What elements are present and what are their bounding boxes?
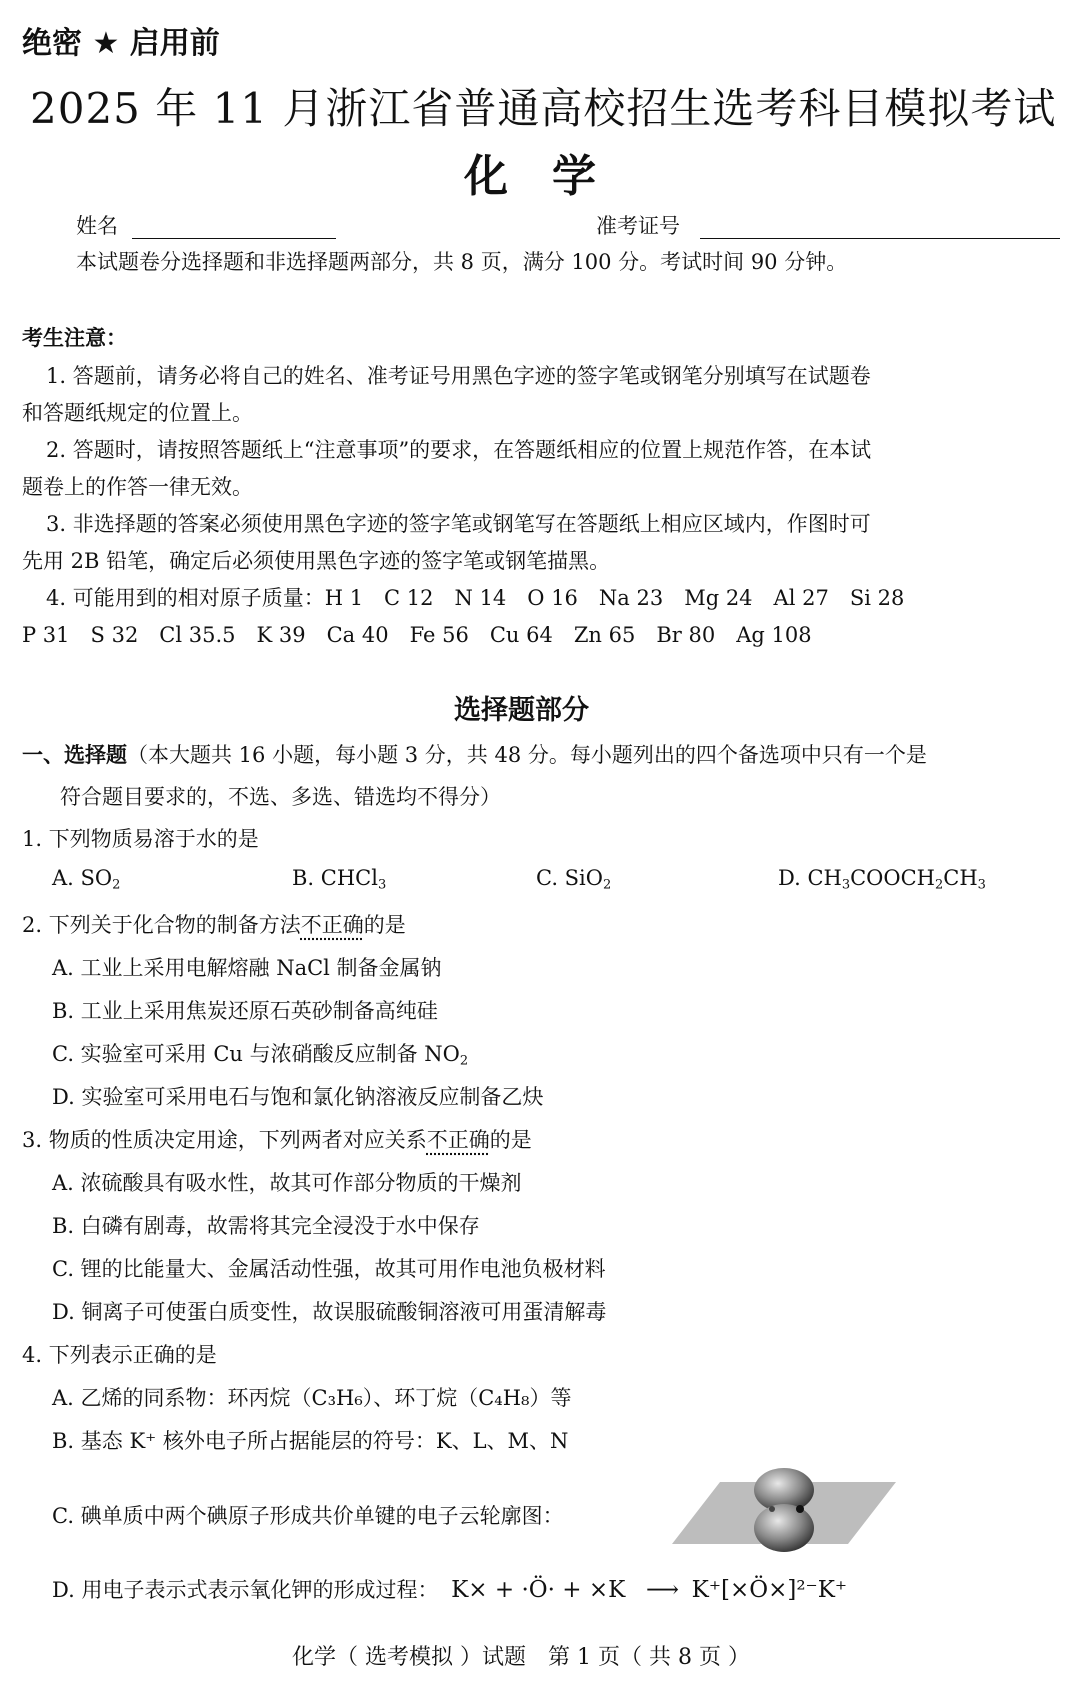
- part-desc: （本大题共 16 小题，每小题 3 分，共 48 分。每小题列出的四个备选项中只有一个是: [127, 743, 927, 767]
- q3-option-c: C. 锂的比能量大、金属活动性强，故其可用作电池负极材料: [52, 1257, 606, 1281]
- exam-intro: 本试题卷分选择题和非选择题两部分，共 8 页，满分 100 分。考试时间 90 分钟。: [76, 250, 848, 274]
- q2-option-d: D. 实验室可采用电石与饱和氯化钠溶液反应制备乙炔: [52, 1085, 544, 1109]
- reaction-arrow: ⟶: [646, 1577, 679, 1603]
- page-footer: 化学（ 选考模拟 ）试题 第 1 页（ 共 8 页 ）: [292, 1645, 750, 1670]
- emphasis-not-correct: 不正确: [300, 913, 364, 937]
- notice-item: 1. 答题前，请务必将自己的姓名、准考证号用黑色字迹的签字笔或钢笔分别填写在试题卷: [46, 364, 871, 388]
- q3-option-a: A. 浓硫酸具有吸水性，故其可作部分物质的干燥剂: [52, 1171, 522, 1195]
- q3-stem: 3. 物质的性质决定用途，下列两者对应关系不正确的是: [22, 1128, 532, 1152]
- q4-option-c: C. 碘单质中两个碘原子形成共价单键的电子云轮廓图：: [52, 1504, 564, 1528]
- name-label: 姓名: [76, 214, 118, 238]
- name-blank: [132, 210, 336, 239]
- formation-left: K× + ·Ö· + ×K: [451, 1577, 626, 1603]
- q2-option-b: B. 工业上采用焦炭还原石英砂制备高纯硅: [52, 999, 438, 1023]
- notice-item: P 31 S 32 Cl 35.5 K 39 Ca 40 Fe 56 Cu 64 Zn 65 Br 80 Ag 108: [22, 623, 812, 647]
- q4-option-b: B. 基态 K⁺ 核外电子所占据能层的符号：K、L、M、N: [52, 1429, 569, 1453]
- q4-stem: 4. 下列表示正确的是: [22, 1343, 217, 1367]
- exam-title: 2025 年 11 月浙江省普通高校招生选考科目模拟考试: [30, 84, 1057, 133]
- q2-stem: 2. 下列关于化合物的制备方法不正确的是: [22, 913, 406, 937]
- q4-option-a: A. 乙烯的同系物：环丙烷（C₃H₆）、环丁烷（C₄H₈）等: [52, 1386, 572, 1410]
- q3-option-b: B. 白磷有剧毒，故需将其完全浸没于水中保存: [52, 1214, 480, 1238]
- notice-item: 3. 非选择题的答案必须使用黑色字迹的签字笔或钢笔写在答题纸上相应区域内，作图时可: [46, 512, 871, 536]
- q1-option-d: D. $CH_3COOCH_2CH_3$: [778, 866, 986, 893]
- notice-item: 和答题纸规定的位置上。: [22, 401, 253, 425]
- q4-option-d: D. 用电子表示式表示氧化钾的形成过程： K× + ·Ö· + ×K ⟶ K⁺[×Ö×]²⁻K⁺: [52, 1577, 848, 1603]
- q1-option-b: B. CHCl$_3$: [292, 866, 387, 893]
- q2-option-a: A. 工业上采用电解熔融 NaCl 制备金属钠: [52, 956, 442, 980]
- part-label: 一、选择题: [22, 743, 127, 767]
- notice-item: 题卷上的作答一律无效。: [22, 475, 253, 499]
- q1-option-a: A. $SO_2$: [52, 866, 121, 893]
- electron-cloud-figure: [672, 1468, 902, 1558]
- nucleus-dot: [769, 1506, 775, 1512]
- id-label: 准考证号: [596, 214, 680, 238]
- emphasis-not-correct: 不正确: [426, 1128, 490, 1152]
- q3-option-d: D. 铜离子可使蛋白质变性，故误服硫酸铜溶液可用蛋清解毒: [52, 1300, 607, 1324]
- part-intro: [22, 739, 927, 769]
- q2-option-c: C. 实验室可采用 Cu 与浓硝酸反应制备 $NO_2$: [52, 1042, 469, 1069]
- confidential-mark: 绝密 ★ 启用前: [22, 26, 220, 61]
- id-blank: [700, 210, 1060, 239]
- notice-heading: 考生注意：: [22, 326, 127, 350]
- lower-lobe: [754, 1504, 814, 1552]
- notice-item: 先用 2B 铅笔，确定后必须使用黑色字迹的签字笔或钢笔描黑。: [22, 549, 611, 573]
- notice-item: 4. 可能用到的相对原子质量：H 1 C 12 N 14 O 16 Na 23 Mg 24 Al 27 Si 28: [46, 586, 905, 610]
- formation-right: K⁺[×Ö×]²⁻K⁺: [691, 1577, 848, 1603]
- part-desc-cont: 符合题目要求的，不选、多选、错选均不得分）: [60, 785, 501, 809]
- nucleus-dot: [796, 1505, 804, 1513]
- notice-item: 2. 答题时，请按照答题纸上“注意事项”的要求，在答题纸相应的位置上规范作答，在本试: [46, 438, 872, 462]
- section-title: 选择题部分: [454, 695, 589, 726]
- q1-stem: 1. 下列物质易溶于水的是: [22, 827, 259, 851]
- subject-title: 化 学: [464, 151, 596, 202]
- q1-option-c: C. SiO$_2$: [536, 866, 612, 893]
